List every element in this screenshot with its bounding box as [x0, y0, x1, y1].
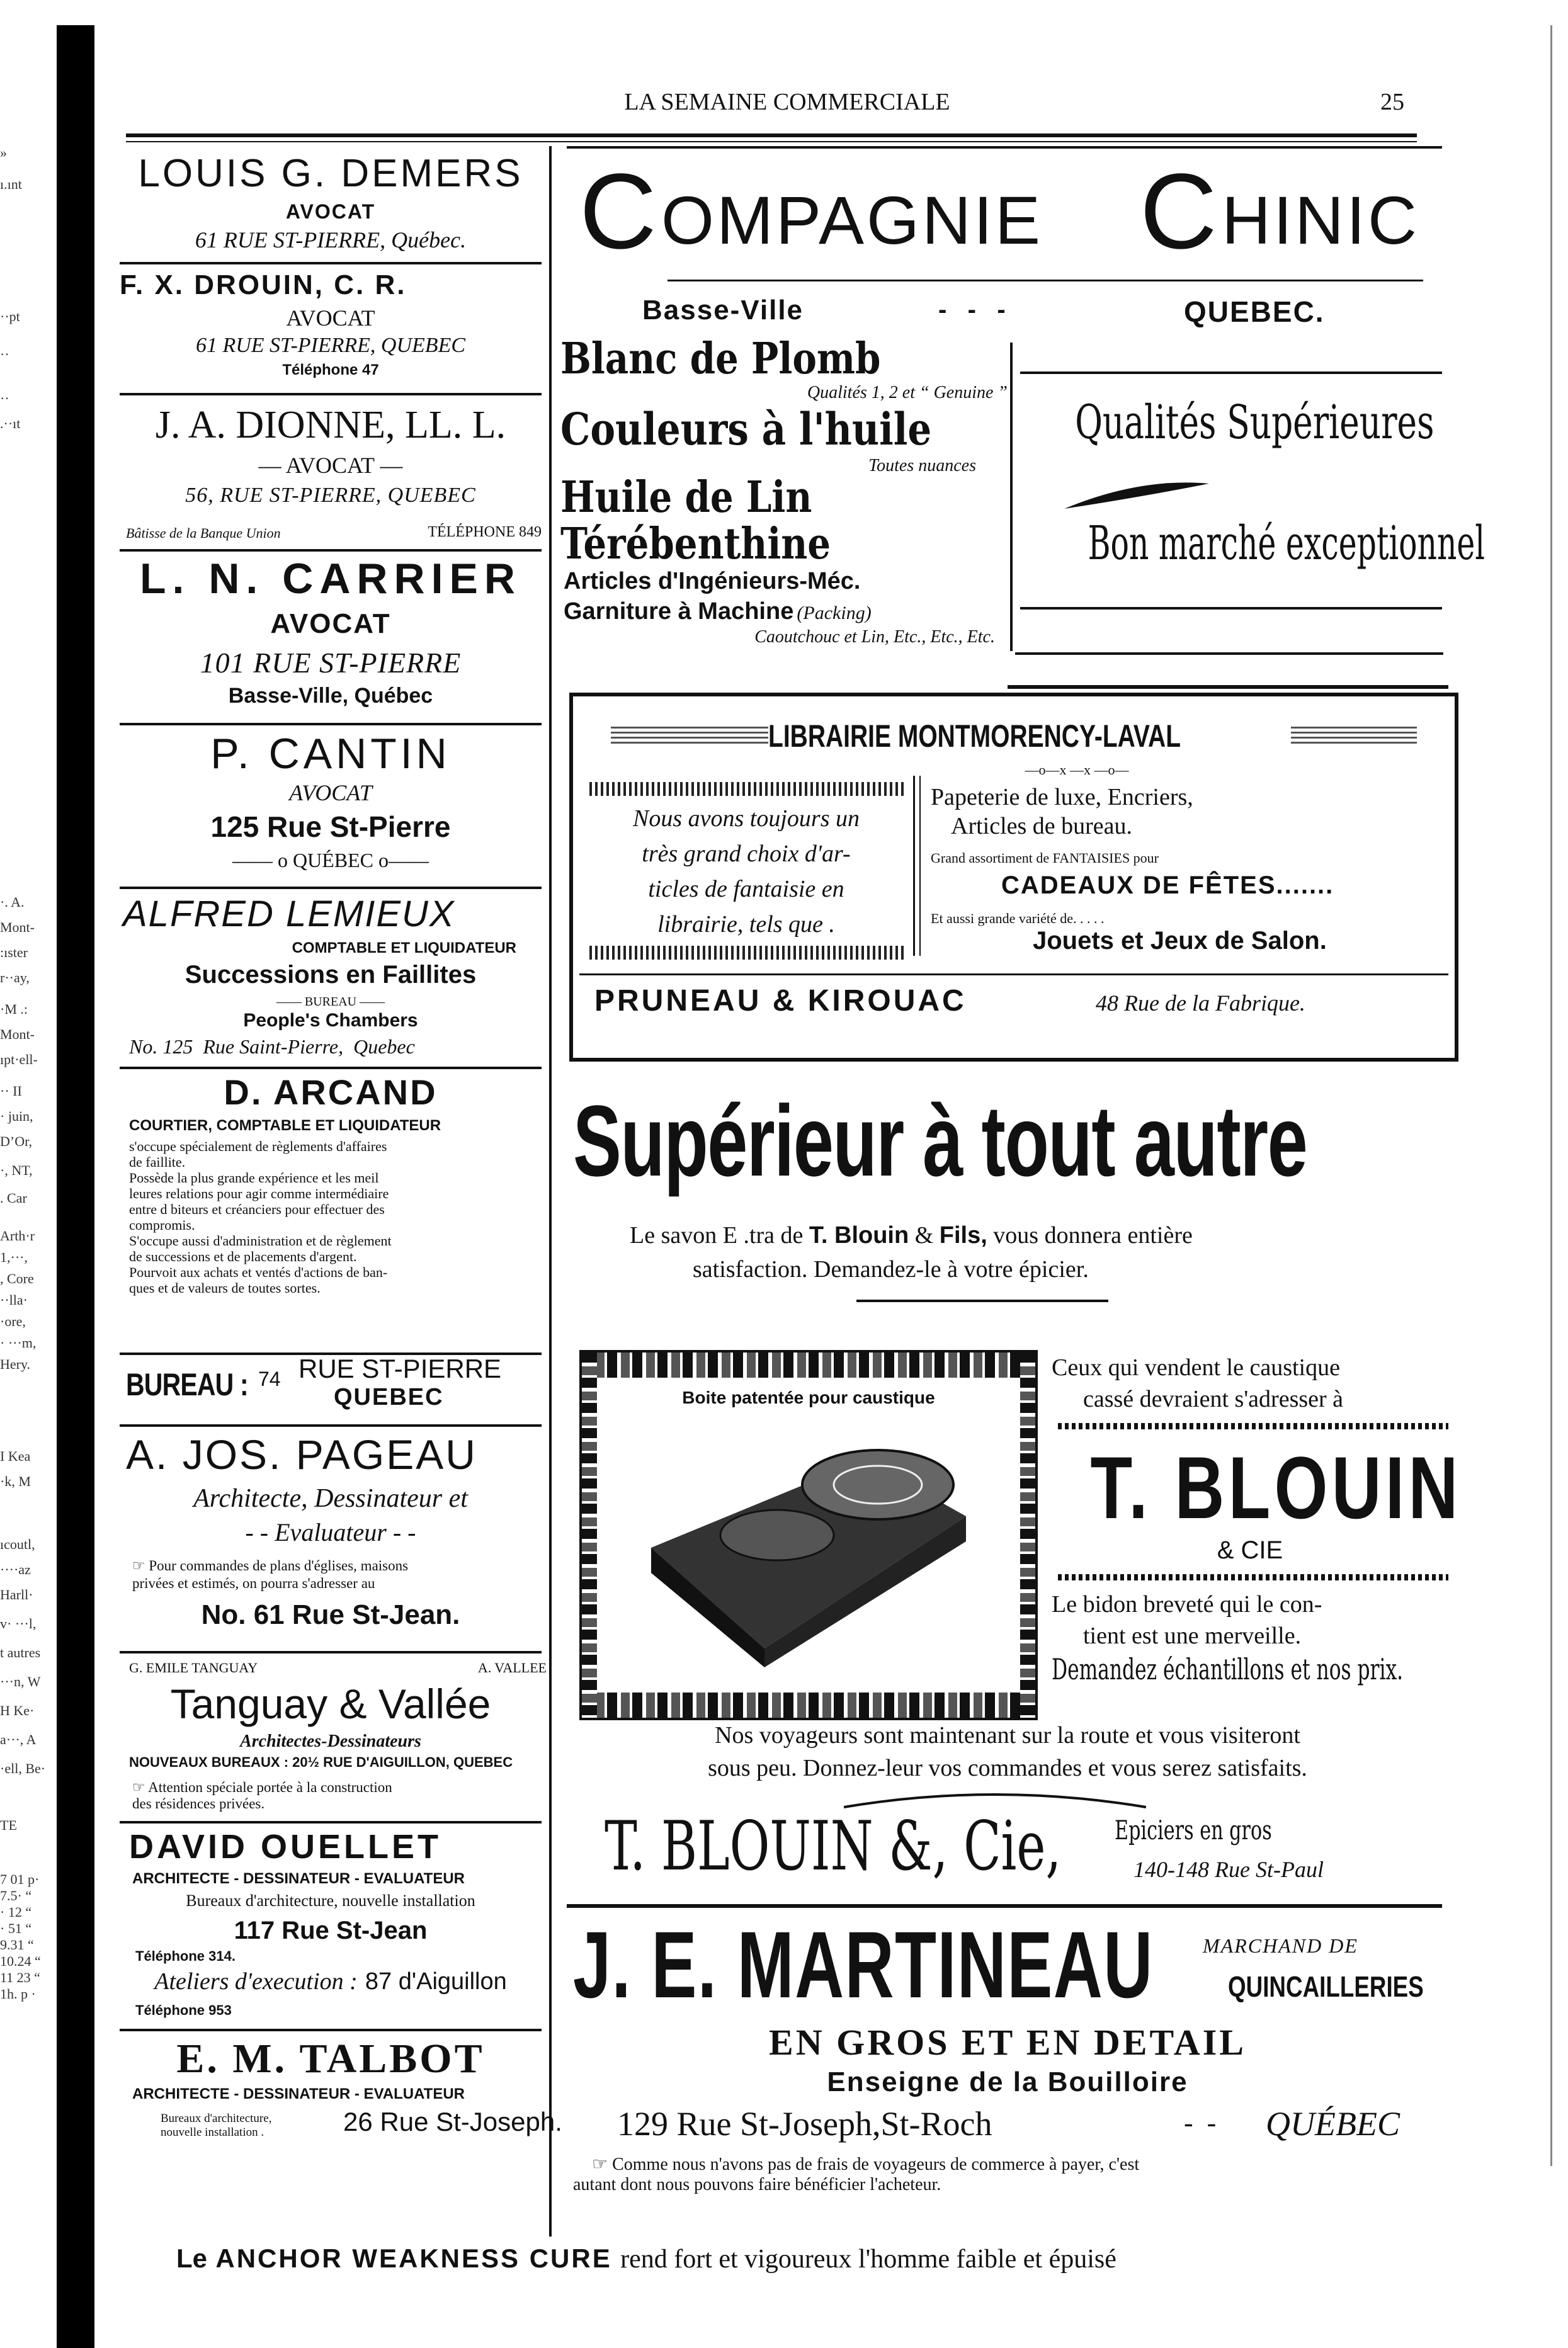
martineau-line2: Enseigne de la Bouilloire: [827, 2067, 1188, 2097]
martineau-dash: - -: [1184, 2107, 1217, 2138]
dionne-building: Bâtisse de la Banque Union: [126, 525, 281, 541]
margin-fragment: · 12 “: [0, 1904, 32, 1920]
margin-fragment: I Kea: [0, 1448, 31, 1464]
margin-fragment: ·ore,: [0, 1313, 26, 1329]
margin-fragment: 1h. p ·: [0, 1986, 36, 2002]
orn-lines-right: [1291, 727, 1417, 746]
demers-name: LOUIS G. DEMERS: [138, 152, 523, 195]
margin-fragment: ··lla·: [0, 1292, 28, 1308]
footer-b: ANCHOR WEAKNESS CURE: [215, 2243, 612, 2273]
margin-fragment: Arth·r: [0, 1228, 35, 1244]
blouin-r3: Le bidon breveté qui le con-: [1052, 1591, 1322, 1618]
margin-fragment: ·. A.: [0, 894, 25, 910]
chinic-item1: Blanc de Plomb: [560, 334, 881, 384]
blouin-divider: [856, 1300, 1108, 1302]
lemieux-bureau: —— BUREAU ——: [276, 995, 385, 1009]
librairie-r6: Jouets et Jeux de Salon.: [1033, 927, 1327, 955]
margin-fragment: ···n, W: [0, 1674, 41, 1689]
martineau-note1: ☞ Comme nous n'avons pas de frais de voyageurs de commerce à payer, c'est: [592, 2155, 1140, 2174]
librairie-ornament: —o—x —x —o—: [1025, 762, 1129, 778]
orn-lines-left: [611, 727, 768, 746]
rule: [120, 1424, 542, 1427]
chinic-item6-note: (Packing): [797, 603, 872, 623]
caustique-tin-illustration: [639, 1422, 979, 1674]
margin-fragment: ıcoutl,: [0, 1536, 35, 1552]
librairie-footer-name: PRUNEAU & KIROUAC: [594, 984, 967, 1018]
chinic-sub-right: QUEBEC.: [1184, 295, 1325, 328]
margin-fragment: , Core: [0, 1271, 34, 1286]
chain-border-right: [1020, 1353, 1035, 1718]
rule: [120, 549, 542, 552]
lemieux-line: Successions en Faillites: [185, 961, 477, 989]
margin-fragment: · ···m,: [0, 1335, 37, 1351]
rule: [120, 1821, 542, 1823]
martineau-name: J. E. MARTINEAU: [573, 1912, 1154, 2017]
chinic-right-rule2: [1020, 607, 1442, 610]
carrier-name: L. N. CARRIER: [140, 555, 521, 603]
blouin-p1c: &: [914, 1222, 934, 1249]
carrier-address: 101 RUE ST-PIERRE: [200, 647, 462, 679]
librairie-inner-divider2: [919, 776, 921, 956]
talbot-address: 26 Rue St-Joseph.: [343, 2107, 562, 2136]
librairie-left-line: ticles de fantaisie en: [648, 876, 844, 902]
chinic-title: [567, 149, 1448, 275]
footer-line: [176, 2243, 1116, 2274]
margin-fragment: ·, NT,: [0, 1162, 33, 1178]
margin-fragment: »: [0, 145, 7, 161]
chinic-w2: HINIC: [1222, 182, 1419, 258]
margin-fragment: H Ke·: [0, 1703, 35, 1718]
chinic-item2-note: Toutes nuances: [868, 456, 976, 475]
arcand-body-line: leures relations pour agir comme intermédiaire: [129, 1186, 389, 1201]
blouin-r2: cassé devraient s'adresser à: [1083, 1386, 1344, 1412]
chinic-item4: Térébenthine: [560, 519, 831, 569]
margin-fragment: Mont-: [0, 919, 35, 935]
chain-border-top: [582, 1353, 1035, 1378]
librairie-r5: Et aussi grande variété de. . . . .: [931, 910, 1105, 926]
arcand-body-line: s'occupe spécialement de règlements d'affaires: [129, 1138, 387, 1154]
martineau-line1: EN GROS ET EN DETAIL: [769, 2022, 1246, 2063]
margin-fragment: ı.ınt: [0, 176, 22, 192]
rule: [120, 262, 542, 264]
margin-fragment: 9.31 “: [0, 1937, 34, 1953]
cantin-address: 125 Rue St-Pierre: [210, 810, 451, 843]
arcand-name: D. ARCAND: [224, 1072, 438, 1112]
margin-fragment: ··pt: [0, 309, 20, 324]
margin-fragment: 11 23 “: [0, 1970, 40, 1985]
header-rule: [126, 133, 1417, 137]
right-edge-line: [1550, 25, 1552, 2166]
xx-ornament-left-bottom: [589, 946, 904, 960]
ouellet-atelier-address: 87 d'Aiguillon: [365, 1968, 507, 1995]
chinic-right1: Qualités Supérieures: [1075, 395, 1434, 450]
column-divider: [549, 146, 552, 2237]
martineau-address: 129 Rue St-Joseph,St-Roch: [617, 2105, 992, 2143]
martineau-r2: QUINCAILLERIES: [1228, 1970, 1424, 2003]
blouin-headline: Supérieur à tout autre: [573, 1084, 1307, 1197]
ouellet-title: ARCHITECTE - DESSINATEUR - EVALUATEUR: [132, 1870, 465, 1887]
carrier-city: Basse-Ville, Québec: [228, 684, 433, 708]
margin-fragment: . Car: [0, 1190, 27, 1206]
chinic-c1: C: [579, 152, 657, 271]
margin-fragment: .··ıt: [0, 416, 21, 431]
margin-fragment: 7.5· “: [0, 1888, 32, 1903]
chinic-item5: Articles d'Ingénieurs-Méc.: [564, 568, 861, 594]
carrier-title: AVOCAT: [270, 608, 391, 639]
margin-fragment: Mont-: [0, 1026, 35, 1042]
margin-fragment: ·M .:: [0, 1001, 28, 1017]
chinic-item7: Caoutchouc et Lin, Etc., Etc., Etc.: [754, 627, 995, 647]
rule: [120, 723, 542, 725]
chinic-c2: C: [1140, 152, 1217, 271]
arcand-body-line: de faillite.: [129, 1154, 186, 1170]
talbot-small1: Bureaux d'architecture,: [161, 2112, 272, 2125]
pageau-note2: privées et estimés, on pourra s'adresser au: [132, 1575, 375, 1591]
margin-fragment: ·ell, Be·: [0, 1761, 46, 1776]
arcand-body-line: S'occupe aussi d'administration et de règlement: [129, 1233, 392, 1249]
arcand-body-line: de successions et de placements d'argent.: [129, 1249, 357, 1264]
tanguay-left-name: G. EMILE TANGUAY: [129, 1660, 258, 1676]
margin-fragment: ·· II: [0, 1083, 22, 1099]
arcand-body-line: Possède la plus grande expérience et les meil: [129, 1170, 379, 1186]
arcand-body-line: Pourvoit aux achats et ventés d'actions de ban-: [129, 1264, 388, 1280]
pageau-address: No. 61 Rue St-Jean.: [201, 1599, 460, 1630]
caustique-box: [579, 1350, 1038, 1720]
chinic-sub-left: Basse-Ville: [642, 295, 804, 326]
arcand-title: COURTIER, COMPTABLE ET LIQUIDATEUR: [129, 1117, 441, 1134]
talbot-small2: nouvelle installation .: [161, 2126, 264, 2139]
tanguay-title: Architectes-Dessinateurs: [240, 1732, 421, 1751]
dionne-phone: TÉLÉPHONE 849: [428, 524, 542, 540]
tanguay-right-name: A. VALLEE: [477, 1660, 547, 1676]
tanguay-name: Tanguay & Vallée: [170, 1681, 491, 1727]
margin-fragment: ··: [0, 346, 9, 362]
martineau-r1: MARCHAND DE: [1203, 1934, 1358, 1957]
margin-fragment: a···, A: [0, 1732, 37, 1747]
tanguay-note2: des résidences privées.: [132, 1796, 265, 1812]
dot-ornament-2: [1058, 1574, 1448, 1580]
arcand-bureau-street: RUE ST-PIERRE: [298, 1354, 502, 1383]
librairie-r3: Grand assortiment de FANTAISIES pour: [931, 850, 1159, 866]
chain-border-bottom: [582, 1693, 1035, 1718]
blouin-p3: Nos voyageurs sont maintenant sur la route et vous visiteront: [715, 1722, 1300, 1749]
xx-ornament-left: [589, 782, 904, 796]
margin-fragment: TE: [0, 1817, 17, 1833]
cantin-city: —— o QUÉBEC o——: [232, 849, 429, 871]
librairie-title: LIBRAIRIE MONTMORENCY-LAVAL: [768, 718, 1181, 754]
binding-edge: [57, 25, 94, 2348]
blouin-p2: satisfaction. Demandez-le à votre épicier.: [693, 1256, 1089, 1283]
chinic-title-rule: [668, 280, 1423, 281]
blouin-p1: [630, 1222, 1448, 1249]
header-rule-thin: [126, 141, 1417, 142]
chinic-right2: Bon marché exceptionnel: [1088, 516, 1485, 570]
dot-ornament-1: [1058, 1423, 1448, 1429]
cantin-name: P. CANTIN: [210, 730, 451, 778]
blouin-big: T. BLOUIN: [1090, 1438, 1462, 1537]
lemieux-building: People's Chambers: [243, 1010, 418, 1031]
librairie-left-line: librairie, tels que .: [657, 911, 835, 938]
chinic-item3: Huile de Lin: [560, 472, 812, 523]
ouellet-address: 117 Rue St-Jean: [234, 1917, 428, 1944]
caustique-label: Boite patentée pour caustique: [682, 1388, 935, 1407]
blouin-cie: & CIE: [1217, 1536, 1283, 1564]
margin-fragment: 10.24 “: [0, 1953, 41, 1969]
margin-fragment: ıpt·ell-: [0, 1052, 38, 1067]
margin-fragment: ·k, M: [0, 1473, 31, 1489]
chinic-item2: Couleurs à l'huile: [560, 403, 932, 455]
dionne-name: J. A. DIONNE, LL. L.: [155, 404, 506, 446]
blouin-p1b: T. Blouin: [809, 1222, 909, 1249]
pageau-note1: ☞ Pour commandes de plans d'églises, maisons: [132, 1558, 409, 1574]
chinic-w1: OMPAGNIE: [661, 182, 1043, 258]
margin-fragment: t autres: [0, 1645, 41, 1660]
margin-fragment: 7 01 p·: [0, 1871, 40, 1887]
footer-a: Le: [176, 2243, 208, 2273]
margin-fragment: 1,···,: [0, 1249, 28, 1265]
drouin-address: 61 RUE ST-PIERRE, QUEBEC: [195, 334, 466, 357]
chinic-item6-row: [564, 598, 872, 625]
librairie-title-row: [579, 718, 1448, 756]
margin-fragment: D’Or,: [0, 1133, 33, 1149]
blouin-p4: sous peu. Donnez-leur vos commandes et vous serez satisfaits.: [708, 1755, 1307, 1781]
chinic-item1-note: Qualités 1, 2 et “ Genuine ”: [807, 383, 1008, 402]
footer-c: rend fort et vigoureux l'homme faible et épuisé: [620, 2245, 1116, 2274]
margin-fragment: Harll·: [0, 1587, 33, 1602]
page-header-title: LA SEMAINE COMMERCIALE: [624, 89, 950, 115]
rule: [120, 2029, 542, 2031]
rule: [120, 393, 542, 395]
margin-fragment: · juin,: [0, 1108, 33, 1124]
blouin-r5: Demandez échantillons et nos prix.: [1052, 1652, 1404, 1686]
chinic-right-rule1: [1020, 371, 1442, 374]
rule: [120, 1651, 542, 1653]
arcand-body-line: ques et de valeurs de toutes sortes.: [129, 1280, 321, 1296]
pageau-line2: - - Evaluateur - -: [245, 1518, 416, 1546]
cantin-title: AVOCAT: [289, 780, 372, 805]
dionne-address: 56, RUE ST-PIERRE, QUEBEC: [185, 484, 476, 507]
demers-address: [113, 227, 548, 253]
pageau-name: A. JOS. PAGEAU: [126, 1431, 477, 1478]
drouin-title: AVOCAT: [286, 305, 375, 331]
chinic-inner-divider: [1010, 343, 1013, 651]
martineau-note2: autant dont nous pouvons faire bénéficier l'acheteur.: [573, 2175, 941, 2194]
blouin-r4: tient est une merveille.: [1083, 1623, 1302, 1649]
chain-border-left: [582, 1353, 597, 1718]
tanguay-bureaux: NOUVEAUX BUREAUX : 20½ RUE D'AIGUILLON, QUEBEC: [129, 1754, 513, 1770]
martineau-city: QUÉBEC: [1266, 2105, 1400, 2143]
librairie-left-line: Nous avons toujours un: [633, 805, 860, 832]
margin-fragment: r··ay,: [0, 970, 30, 985]
ouellet-name: DAVID OUELLET: [129, 1828, 441, 1866]
rule: [120, 887, 542, 889]
dionne-title: — AVOCAT —: [258, 453, 403, 478]
arcand-bureau-city: QUEBEC: [334, 1384, 444, 1410]
arcand-bureau-label: BUREAU :: [126, 1367, 248, 1402]
margin-fragment: ····az: [0, 1562, 31, 1577]
lemieux-name: ALFRED LEMIEUX: [123, 893, 455, 934]
blouin-r1: Ceux qui vendent le caustique: [1052, 1354, 1340, 1381]
arcand-bureau-no: 74: [258, 1368, 281, 1390]
demers-title: AVOCAT: [285, 200, 376, 223]
arcand-body: [129, 1138, 548, 1296]
librairie-r1: Papeterie de luxe, Encriers,: [931, 784, 1193, 810]
librairie-footer-rule: [579, 973, 1448, 975]
chinic-sub-dots: - - -: [938, 296, 1006, 324]
ouellet-phone2: Téléphone 953: [135, 2002, 232, 2018]
librairie-inner-divider: [913, 776, 915, 956]
chinic-item6: Garniture à Machine: [564, 598, 794, 625]
margin-fragment: :ıster: [0, 944, 28, 960]
ouellet-line: Bureaux d'architecture, nouvelle installation: [186, 1891, 475, 1910]
pageau-line1: Architecte, Dessinateur et: [193, 1484, 468, 1513]
librairie-r2: Articles de bureau.: [951, 813, 1133, 839]
chinic-swash-ornament: [1064, 477, 1209, 515]
margin-fragment: · 51 “: [0, 1920, 32, 1936]
talbot-title: ARCHITECTE - DESSINATEUR - EVALUATEUR: [132, 2085, 465, 2102]
arcand-body-line: entre d biteurs et créanciers pour effectuer des: [129, 1201, 385, 1217]
blouin-p1e: vous donnera entière: [993, 1222, 1193, 1249]
drouin-name: F. X. DROUIN, C. R.: [120, 269, 407, 300]
librairie-left-text: [579, 801, 913, 942]
librairie-left-line: très grand choix d'ar-: [642, 841, 851, 867]
demers-city: Québec.: [391, 227, 467, 252]
blouin-sig-r1: Epiciers en gros: [1115, 1815, 1272, 1846]
rule: [120, 1067, 542, 1069]
page-number: 25: [1380, 89, 1404, 115]
lemieux-address: No. 125 Rue Saint-Pierre, Quebec: [129, 1035, 415, 1058]
arcand-body-line: compromis.: [129, 1217, 195, 1233]
ouellet-atelier-label: Ateliers d'execution :: [154, 1968, 358, 1995]
demers-street: 61 RUE ST-PIERRE,: [195, 227, 386, 252]
talbot-name: E. M. TALBOT: [176, 2036, 485, 2082]
drouin-phone: Téléphone 47: [282, 361, 379, 378]
blouin-sig-r2: 140-148 Rue St-Paul: [1133, 1857, 1324, 1882]
librairie-top-rule: [1008, 685, 1448, 689]
blouin-p1d: Fils,: [939, 1222, 987, 1249]
blouin-p1a: Le savon E .tra de: [630, 1222, 804, 1249]
blouin-sig: T. BLOUIN &, Cie,: [605, 1807, 1062, 1886]
blouin-bottom-rule: [567, 1904, 1442, 1908]
librairie-footer-address: 48 Rue de la Fabrique.: [1096, 990, 1305, 1016]
librairie-r4: CADEAUX DE FÊTES.......: [1001, 871, 1334, 899]
margin-fragment: ··: [0, 390, 9, 406]
margin-fragment: v· ···l,: [0, 1616, 37, 1631]
margin-fragment: Hery.: [0, 1356, 31, 1372]
chinic-bottom-rule: [1015, 652, 1443, 655]
lemieux-title: COMPTABLE ET LIQUIDATEUR: [292, 939, 516, 956]
ouellet-phone: Téléphone 314.: [135, 1948, 236, 1964]
tanguay-note1: ☞ Attention spéciale portée à la construction: [132, 1779, 392, 1795]
ouellet-atelier: [113, 1967, 548, 1995]
